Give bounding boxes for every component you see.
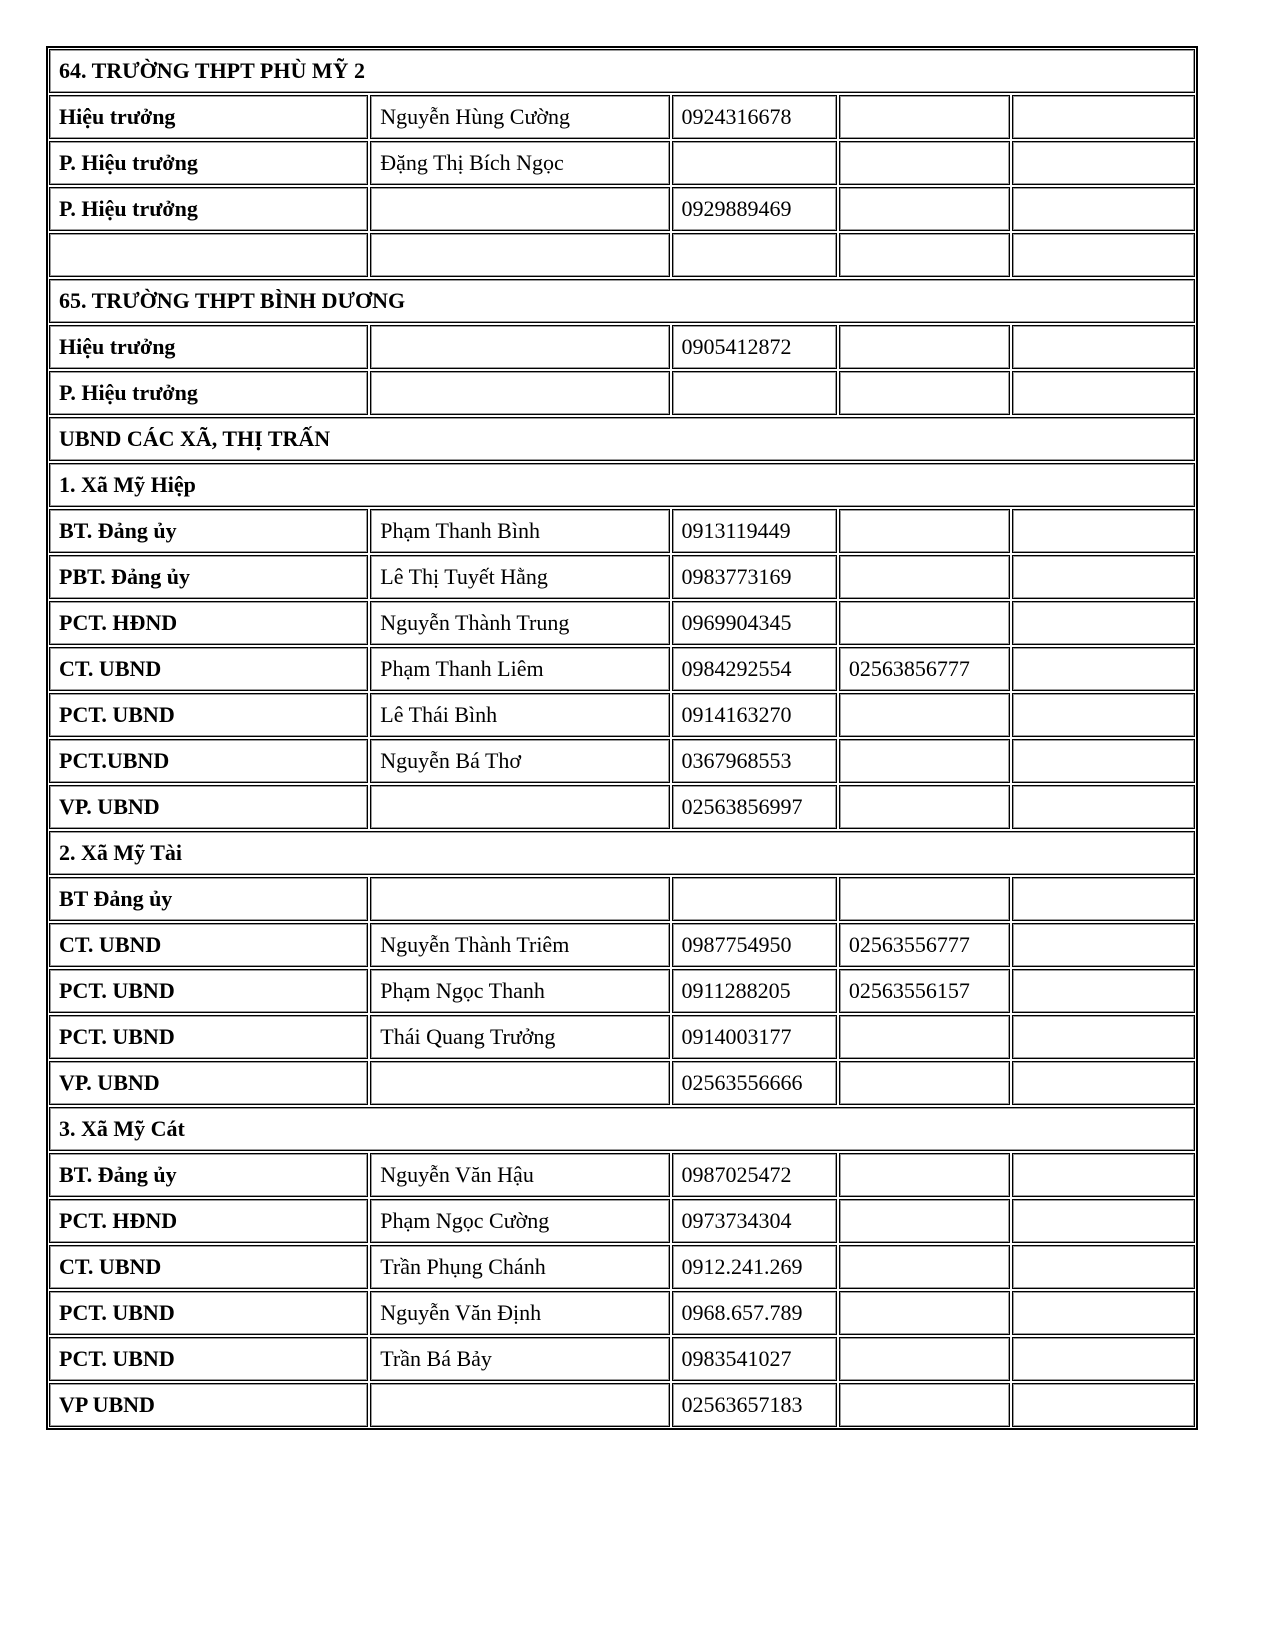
extra-cell — [1012, 923, 1195, 967]
mobile-phone-cell: 0929889469 — [672, 187, 837, 231]
position-cell: CT. UBND — [49, 647, 368, 691]
mobile-phone-cell: 0914003177 — [672, 1015, 837, 1059]
extra-cell — [1012, 601, 1195, 645]
section-header-row — [49, 417, 1195, 461]
mobile-phone-cell: 0913119449 — [672, 509, 837, 553]
name-cell: Lê Thị Tuyết Hằng — [370, 555, 669, 599]
name-cell — [370, 325, 669, 369]
office-phone-cell — [839, 1199, 1010, 1243]
name-cell: Nguyễn Văn Hậu — [370, 1153, 669, 1197]
position-cell: VP UBND — [49, 1383, 368, 1427]
office-phone-cell — [839, 1015, 1010, 1059]
extra-cell — [1012, 1015, 1195, 1059]
mobile-phone-cell: 0367968553 — [672, 739, 837, 783]
name-cell — [370, 371, 669, 415]
extra-cell — [1012, 647, 1195, 691]
mobile-phone-cell: 0973734304 — [672, 1199, 837, 1243]
extra-cell — [1012, 141, 1195, 185]
section-title: UBND CÁC XÃ, THỊ TRẤN — [49, 417, 1195, 461]
section-header-row — [49, 463, 1195, 507]
position-cell: PCT. UBND — [49, 693, 368, 737]
section-title: 2. Xã Mỹ Tài — [49, 831, 1195, 875]
extra-cell — [1012, 739, 1195, 783]
position-cell: PCT. HĐND — [49, 601, 368, 645]
extra-cell — [1012, 1337, 1195, 1381]
extra-cell — [1012, 509, 1195, 553]
position-cell: PCT. HĐND — [49, 1199, 368, 1243]
office-phone-cell — [839, 739, 1010, 783]
table-row — [49, 187, 1195, 231]
office-phone-cell — [839, 187, 1010, 231]
extra-cell — [1012, 555, 1195, 599]
extra-cell — [1012, 233, 1195, 277]
section-title: 1. Xã Mỹ Hiệp — [49, 463, 1195, 507]
position-cell: P. Hiệu trưởng — [49, 371, 368, 415]
contact-directory-body — [49, 49, 1195, 1427]
position-cell: VP. UBND — [49, 1061, 368, 1105]
position-cell: PCT. UBND — [49, 1015, 368, 1059]
position-cell — [49, 233, 368, 277]
name-cell: Trần Bá Bảy — [370, 1337, 669, 1381]
extra-cell — [1012, 693, 1195, 737]
name-cell: Thái Quang Trưởng — [370, 1015, 669, 1059]
table-row — [49, 601, 1195, 645]
table-row — [49, 1383, 1195, 1427]
section-header-row — [49, 279, 1195, 323]
office-phone-cell — [839, 877, 1010, 921]
name-cell: Phạm Thanh Liêm — [370, 647, 669, 691]
mobile-phone-cell — [672, 141, 837, 185]
table-row — [49, 1015, 1195, 1059]
table-row — [49, 1061, 1195, 1105]
section-title: 65. TRƯỜNG THPT BÌNH DƯƠNG — [49, 279, 1195, 323]
mobile-phone-cell: 0987025472 — [672, 1153, 837, 1197]
office-phone-cell — [839, 325, 1010, 369]
mobile-phone-cell: 0968.657.789 — [672, 1291, 837, 1335]
office-phone-cell — [839, 1337, 1010, 1381]
mobile-phone-cell — [672, 233, 837, 277]
section-title: 64. TRƯỜNG THPT PHÙ MỸ 2 — [49, 49, 1195, 93]
table-row — [49, 95, 1195, 139]
extra-cell — [1012, 1383, 1195, 1427]
position-cell: CT. UBND — [49, 1245, 368, 1289]
position-cell: PCT. UBND — [49, 1337, 368, 1381]
extra-cell — [1012, 325, 1195, 369]
office-phone-cell — [839, 371, 1010, 415]
office-phone-cell — [839, 1383, 1010, 1427]
table-row — [49, 1245, 1195, 1289]
table-row — [49, 1291, 1195, 1335]
mobile-phone-cell — [672, 371, 837, 415]
office-phone-cell — [839, 693, 1010, 737]
mobile-phone-cell: 0911288205 — [672, 969, 837, 1013]
table-row — [49, 969, 1195, 1013]
position-cell: P. Hiệu trưởng — [49, 187, 368, 231]
office-phone-cell: 02563856777 — [839, 647, 1010, 691]
table-row — [49, 555, 1195, 599]
table-row — [49, 647, 1195, 691]
office-phone-cell — [839, 601, 1010, 645]
office-phone-cell — [839, 1291, 1010, 1335]
extra-cell — [1012, 1245, 1195, 1289]
table-row — [49, 1153, 1195, 1197]
position-cell: PBT. Đảng ủy — [49, 555, 368, 599]
name-cell — [370, 877, 669, 921]
mobile-phone-cell — [672, 877, 837, 921]
office-phone-cell: 02563556777 — [839, 923, 1010, 967]
name-cell: Phạm Thanh Bình — [370, 509, 669, 553]
section-header-row — [49, 1107, 1195, 1151]
table-row — [49, 509, 1195, 553]
position-cell: CT. UBND — [49, 923, 368, 967]
table-row — [49, 1337, 1195, 1381]
section-title: 3. Xã Mỹ Cát — [49, 1107, 1195, 1151]
table-row — [49, 325, 1195, 369]
position-cell: PCT. UBND — [49, 969, 368, 1013]
mobile-phone-cell: 02563556666 — [672, 1061, 837, 1105]
mobile-phone-cell: 02563657183 — [672, 1383, 837, 1427]
name-cell: Phạm Ngọc Thanh — [370, 969, 669, 1013]
name-cell: Nguyễn Hùng Cường — [370, 95, 669, 139]
mobile-phone-cell: 0924316678 — [672, 95, 837, 139]
mobile-phone-cell: 0987754950 — [672, 923, 837, 967]
mobile-phone-cell: 0983773169 — [672, 555, 837, 599]
name-cell: Trần Phụng Chánh — [370, 1245, 669, 1289]
extra-cell — [1012, 95, 1195, 139]
position-cell: VP. UBND — [49, 785, 368, 829]
office-phone-cell — [839, 509, 1010, 553]
office-phone-cell — [839, 1245, 1010, 1289]
office-phone-cell — [839, 1061, 1010, 1105]
mobile-phone-cell: 0912.241.269 — [672, 1245, 837, 1289]
office-phone-cell — [839, 785, 1010, 829]
name-cell — [370, 233, 669, 277]
table-row — [49, 693, 1195, 737]
office-phone-cell — [839, 1153, 1010, 1197]
extra-cell — [1012, 371, 1195, 415]
table-row — [49, 141, 1195, 185]
name-cell — [370, 1061, 669, 1105]
extra-cell — [1012, 877, 1195, 921]
extra-cell — [1012, 785, 1195, 829]
extra-cell — [1012, 1061, 1195, 1105]
name-cell — [370, 785, 669, 829]
mobile-phone-cell: 0983541027 — [672, 1337, 837, 1381]
name-cell: Đặng Thị Bích Ngọc — [370, 141, 669, 185]
extra-cell — [1012, 1199, 1195, 1243]
office-phone-cell: 02563556157 — [839, 969, 1010, 1013]
extra-cell — [1012, 187, 1195, 231]
position-cell: BT. Đảng ủy — [49, 1153, 368, 1197]
position-cell: BT Đảng ủy — [49, 877, 368, 921]
name-cell: Nguyễn Văn Định — [370, 1291, 669, 1335]
name-cell: Nguyễn Bá Thơ — [370, 739, 669, 783]
office-phone-cell — [839, 555, 1010, 599]
table-row — [49, 785, 1195, 829]
contact-directory-table — [46, 46, 1198, 1430]
section-header-row — [49, 49, 1195, 93]
position-cell: PCT. UBND — [49, 1291, 368, 1335]
name-cell: Nguyễn Thành Trung — [370, 601, 669, 645]
table-row — [49, 233, 1195, 277]
name-cell — [370, 187, 669, 231]
section-header-row — [49, 831, 1195, 875]
position-cell: Hiệu trưởng — [49, 325, 368, 369]
mobile-phone-cell: 0914163270 — [672, 693, 837, 737]
office-phone-cell — [839, 141, 1010, 185]
mobile-phone-cell: 02563856997 — [672, 785, 837, 829]
position-cell: BT. Đảng ủy — [49, 509, 368, 553]
table-row — [49, 1199, 1195, 1243]
extra-cell — [1012, 1291, 1195, 1335]
name-cell: Lê Thái Bình — [370, 693, 669, 737]
extra-cell — [1012, 969, 1195, 1013]
extra-cell — [1012, 1153, 1195, 1197]
office-phone-cell — [839, 95, 1010, 139]
name-cell: Nguyễn Thành Triêm — [370, 923, 669, 967]
table-row — [49, 739, 1195, 783]
mobile-phone-cell: 0905412872 — [672, 325, 837, 369]
table-row — [49, 923, 1195, 967]
position-cell: P. Hiệu trưởng — [49, 141, 368, 185]
table-row — [49, 371, 1195, 415]
name-cell — [370, 1383, 669, 1427]
office-phone-cell — [839, 233, 1010, 277]
mobile-phone-cell: 0969904345 — [672, 601, 837, 645]
position-cell: Hiệu trưởng — [49, 95, 368, 139]
table-row — [49, 877, 1195, 921]
mobile-phone-cell: 0984292554 — [672, 647, 837, 691]
position-cell: PCT.UBND — [49, 739, 368, 783]
name-cell: Phạm Ngọc Cường — [370, 1199, 669, 1243]
